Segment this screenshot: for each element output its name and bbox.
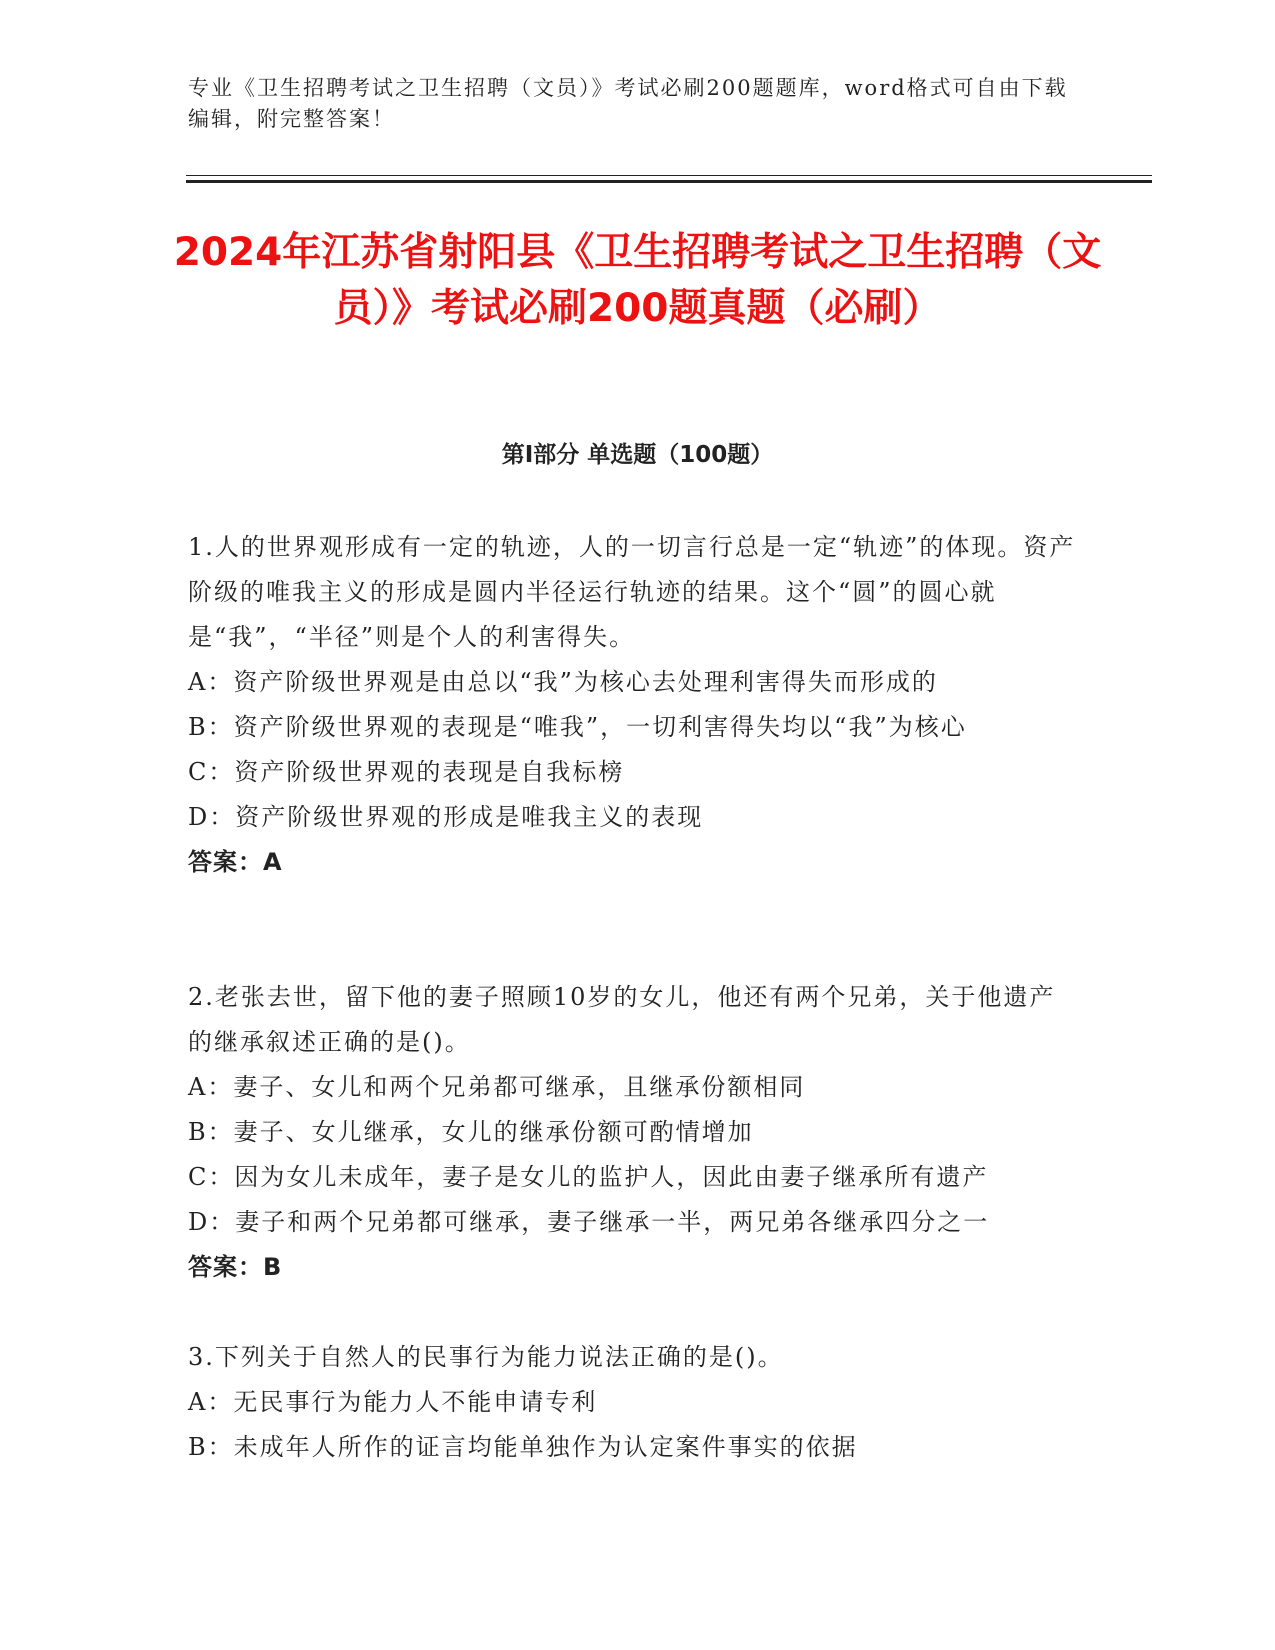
question-3 <box>188 1335 1078 1470</box>
option-a: A：妻子、女儿和两个兄弟都可继承，且继承份额相同 <box>188 1073 806 1101</box>
option-b: B：妻子、女儿继承，女儿的继承份额可酌情增加 <box>188 1118 754 1146</box>
answer: 答案：A <box>188 848 283 876</box>
option-b: B：未成年人所作的证言均能单独作为认定案件事实的依据 <box>188 1433 858 1461</box>
question-1 <box>188 525 1078 885</box>
option-d: D：资产阶级世界观的形成是唯我主义的表现 <box>188 803 704 831</box>
option-c: C：因为女儿未成年，妻子是女儿的监护人，因此由妻子继承所有遗产 <box>188 1163 989 1191</box>
question-2 <box>188 975 1078 1290</box>
answer: 答案：B <box>188 1253 283 1281</box>
question-stem: 2.老张去世，留下他的妻子照顾10岁的女儿，他还有两个兄弟，关于他遗产的继承叙述正确的是()。 <box>188 983 1056 1056</box>
option-a: A：无民事行为能力人不能申请专利 <box>188 1388 598 1416</box>
option-a: A：资产阶级世界观是由总以“我”为核心去处理利害得失而形成的 <box>188 668 938 696</box>
question-stem: 3.下列关于自然人的民事行为能力说法正确的是()。 <box>188 1343 784 1371</box>
header-note: 专业《卫生招聘考试之卫生招聘（文员）》考试必刷200题题库，word格式可自由下载编辑，附完整答案！ <box>188 76 1068 131</box>
header-divider-thin <box>186 175 1152 176</box>
header-divider-thick <box>186 180 1152 183</box>
question-stem: 1.人的世界观形成有一定的轨迹，人的一切言行总是一定“轨迹”的体现。资产阶级的唯我主义的形成是圆内半径运行轨迹的结果。这个“圆”的圆心就是“我”，“半径”则是个人的利害得失。 <box>188 533 1076 651</box>
option-c: C：资产阶级世界观的表现是自我标榜 <box>188 758 625 786</box>
section-heading: 第Ⅰ部分 单选题（100题） <box>501 442 774 468</box>
option-d: D：妻子和两个兄弟都可继承，妻子继承一半，两兄弟各继承四分之一 <box>188 1208 990 1236</box>
option-b: B：资产阶级世界观的表现是“唯我”，一切利害得失均以“我”为核心 <box>188 713 967 741</box>
document-title: 2024年江苏省射阳县《卫生招聘考试之卫生招聘（文员）》考试必刷200题真题（必刷） <box>173 230 1102 331</box>
